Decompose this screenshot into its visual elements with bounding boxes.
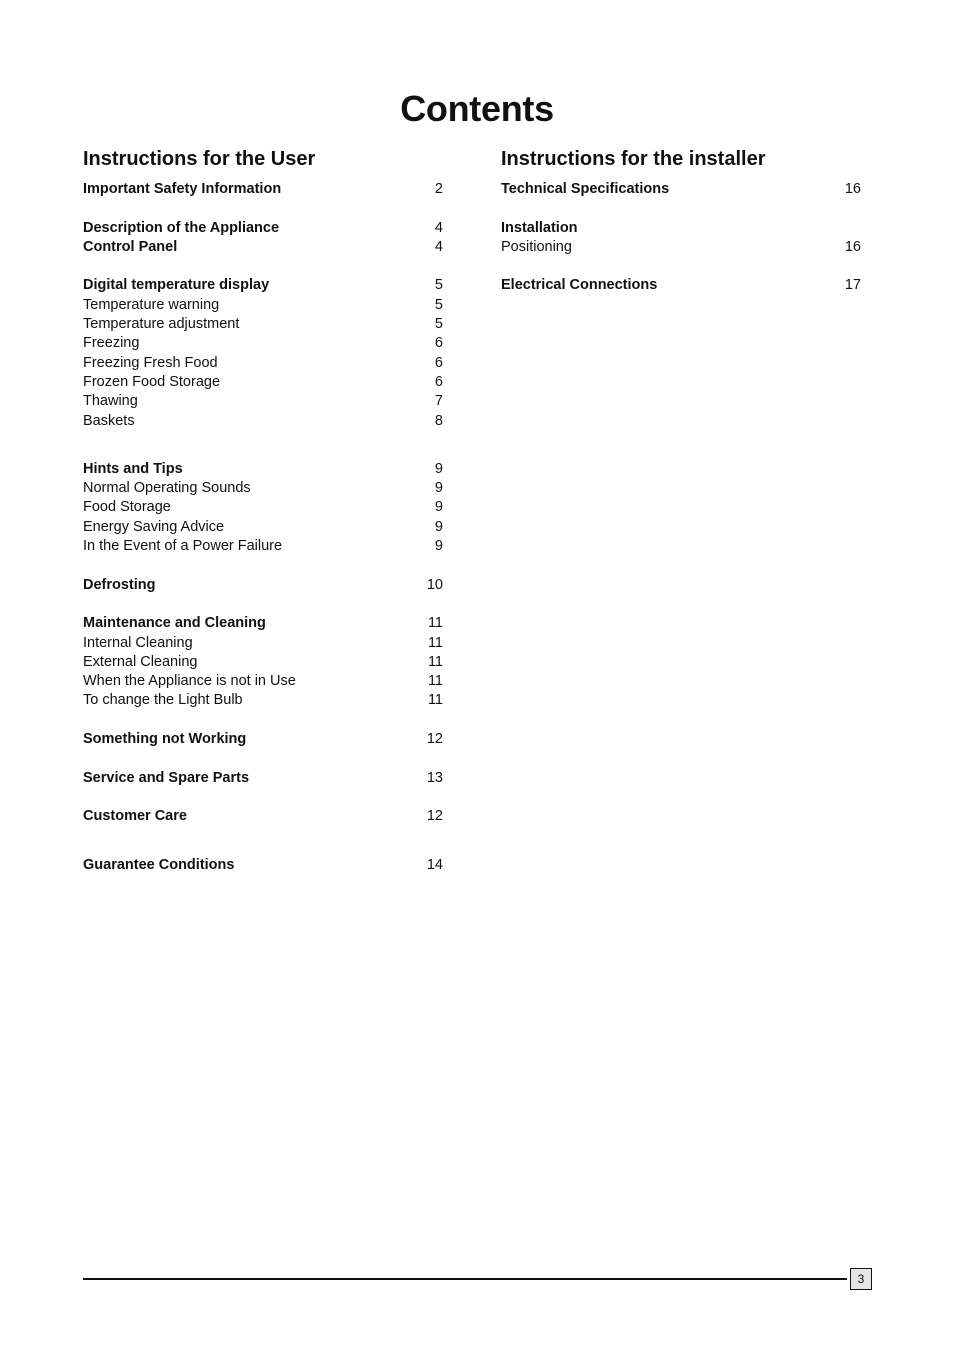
- toc-entry[interactable]: Thawing 7: [83, 393, 443, 410]
- toc-entry[interactable]: Temperature adjustment 5: [83, 316, 443, 333]
- toc-entry[interactable]: Normal Operating Sounds 9: [83, 480, 443, 497]
- toc-entry[interactable]: Temperature warning 5: [83, 296, 443, 313]
- toc-entry[interactable]: Description of the Appliance 4: [83, 219, 443, 236]
- page-number-badge: 3: [850, 1268, 872, 1290]
- toc-entry[interactable]: Energy Saving Advice 9: [83, 518, 443, 535]
- page-title: Contents: [400, 88, 554, 129]
- toc-entry[interactable]: Digital temperature display 5: [83, 277, 443, 294]
- toc-entry[interactable]: Internal Cleaning 11: [83, 634, 443, 651]
- toc-entry[interactable]: Installation: [501, 219, 578, 236]
- toc-entry[interactable]: Frozen Food Storage 6: [83, 373, 443, 390]
- toc-entry[interactable]: Something not Working 12: [83, 731, 443, 748]
- footer-rule: [83, 1278, 847, 1280]
- toc-entry[interactable]: Customer Care 12: [83, 808, 443, 825]
- toc-entry[interactable]: Baskets 8: [83, 412, 443, 429]
- installer-instructions-column: [501, 146, 861, 296]
- toc-entry[interactable]: External Cleaning 11: [83, 653, 443, 670]
- toc-entry[interactable]: Positioning 16: [501, 238, 861, 255]
- toc-entry[interactable]: Electrical Connections 17: [501, 277, 861, 294]
- toc-entry[interactable]: Service and Spare Parts 13: [83, 769, 443, 786]
- toc-entry[interactable]: Freezing Fresh Food 6: [83, 354, 443, 371]
- toc-entry[interactable]: Important Safety Information 2: [83, 181, 443, 197]
- toc-entry[interactable]: Maintenance and Cleaning 11: [83, 615, 443, 632]
- user-instructions-column: [83, 146, 443, 875]
- toc-entry[interactable]: To change the Light Bulb 11: [83, 692, 443, 709]
- toc-entry[interactable]: Defrosting 10: [83, 576, 443, 593]
- toc-entry[interactable]: Food Storage 9: [83, 499, 443, 516]
- installer-section-heading: Instructions for the installer: [501, 148, 766, 170]
- toc-entry[interactable]: In the Event of a Power Failure 9: [83, 538, 443, 555]
- toc-entry[interactable]: Control Panel 4: [83, 238, 443, 255]
- toc-entry[interactable]: Freezing 6: [83, 335, 443, 352]
- user-section-heading: Instructions for the User: [83, 148, 316, 170]
- toc-entry[interactable]: Technical Specifications 16: [501, 181, 861, 197]
- toc-entry[interactable]: When the Appliance is not in Use 11: [83, 673, 443, 690]
- toc-entry[interactable]: Guarantee Conditions 14: [83, 856, 443, 873]
- toc-entry[interactable]: Hints and Tips 9: [83, 460, 443, 477]
